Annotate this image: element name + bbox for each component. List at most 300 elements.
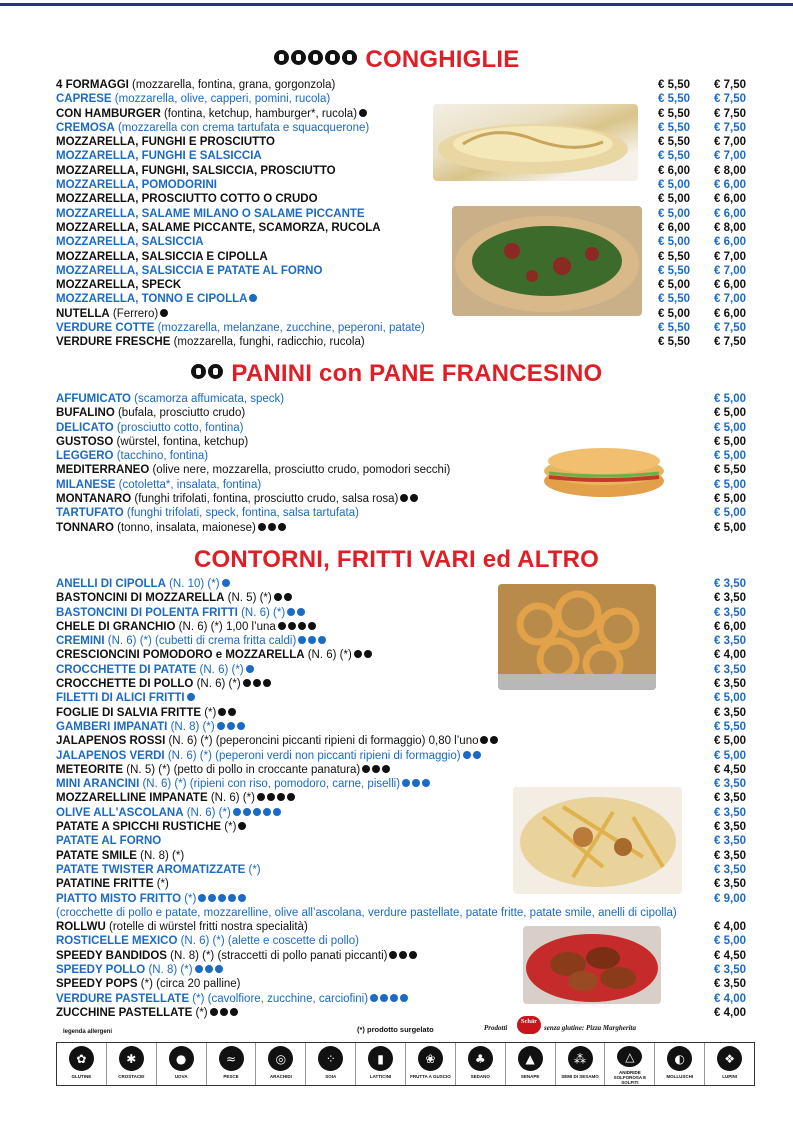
allergen-mark-icon [480, 736, 488, 744]
allergen-mark-icon [308, 636, 316, 644]
item-desc: (mozzarella, olive, capperi, pomini, rucola) [111, 93, 331, 106]
photo-rosticelle-art [523, 926, 661, 1004]
price-large: € 6,00 [714, 179, 746, 192]
allergen-mark-icon [364, 650, 372, 658]
price: € 5,00 [714, 450, 746, 463]
price-small: € 5,50 [658, 121, 690, 134]
allergen-label: ARACHIDI [269, 1074, 292, 1079]
price: € 3,50 [714, 806, 746, 819]
item-name: NUTELLA [56, 307, 110, 320]
item-desc: (mozzarella, fontina, grana, gorgonzola) [128, 79, 336, 91]
item-desc: (N. 6) (*) [183, 806, 231, 819]
item-desc: (N. 5) (*) (petto di pollo in croccante panatura) [123, 763, 361, 776]
photo-conghiglia-cheese-art [433, 104, 638, 181]
allergen-mark-icon [410, 494, 418, 502]
item-name: MOZZARELLA, POMODORINI [56, 179, 217, 192]
price: € 3,50 [714, 678, 746, 691]
item-desc: (N. 6) (*) [193, 678, 241, 691]
milk-icon: ▮ [368, 1046, 393, 1071]
mustard-icon: ▲ [518, 1046, 543, 1071]
schar-logo: Schär [517, 1016, 541, 1034]
price-small: € 5,00 [658, 307, 690, 320]
item-name: TARTUFATO [56, 507, 124, 520]
price-large: € 6,00 [714, 307, 746, 320]
allergen-mark-icon [284, 593, 292, 601]
item-desc: (N. 6) (*) [304, 649, 352, 662]
lupin-icon: ❖ [717, 1046, 742, 1071]
menu-item [56, 178, 746, 192]
item-desc: (mozzarella, funghi, radicchio, rucola) [170, 336, 365, 349]
price: € 5,00 [714, 493, 746, 506]
price-large: € 6,00 [714, 193, 746, 206]
allergen-icons-group [191, 360, 225, 387]
price-large: € 7,50 [714, 79, 746, 91]
allergen-mark-icon [273, 808, 281, 816]
item-desc: (N. 6) (*) (ripieni con riso, pomodoro, carne, piselli) [139, 778, 401, 791]
price-large: € 7,00 [714, 264, 746, 277]
celery-icon: ♣ [468, 1046, 493, 1071]
allergen-mark-icon [257, 793, 265, 801]
item-name: CROCCHETTE DI PATATE [56, 663, 197, 676]
price: € 5,00 [714, 935, 746, 948]
item-name: MOZZARELLA, FUNGHI, SALSICCIA, PROSCIUTTO [56, 164, 336, 177]
item-name: DELICATO [56, 421, 114, 434]
photo-panino-art [541, 437, 667, 501]
allergen-label: ANIDRIDE SOLFOROSA E SOLFITI [613, 1070, 647, 1085]
price-small: € 5,50 [658, 107, 690, 120]
allergen-frutta [406, 1043, 456, 1085]
price-small: € 5,50 [658, 250, 690, 263]
allergen-mark-icon [288, 622, 296, 630]
price: € 4,50 [714, 763, 746, 776]
menu-item [56, 1006, 746, 1020]
price: € 5,00 [714, 692, 746, 705]
item-name: MONTANARO [56, 493, 132, 506]
item-name: AFFUMICATO [56, 393, 131, 405]
item-name: ANELLI DI CIPOLLA [56, 578, 166, 590]
sulfite-icon: △ [617, 1046, 642, 1067]
allergen-mark-icon [298, 622, 306, 630]
price: € 3,50 [714, 835, 746, 848]
allergen-mark-icon [228, 708, 236, 716]
item-name: LEGGERO [56, 450, 114, 463]
allergen-label: SEMI DI SESAMO [561, 1074, 599, 1079]
price: € 4,00 [714, 1006, 746, 1019]
item-name: CHELE DI GRANCHIO [56, 620, 176, 633]
item-name: PATATINE FRITTE [56, 878, 154, 891]
price-large: € 7,50 [714, 93, 746, 106]
menu-item [56, 421, 746, 435]
allergen-mark-icon [246, 665, 254, 673]
price-large: € 7,50 [714, 322, 746, 335]
menu-item [56, 292, 746, 306]
photo-panino [541, 437, 667, 501]
price: € 3,50 [714, 863, 746, 876]
item-desc: (N. 6) (*) (cubetti di crema fritta caldi) [104, 635, 297, 648]
conghiglie-list [56, 78, 746, 350]
allergen-mark-icon [258, 523, 266, 531]
allergen-label: SENAPE [520, 1074, 540, 1079]
item-desc: (tacchino, fontina) [113, 450, 209, 463]
item-desc: (rotelle di würstel fritti nostra specialità) [105, 921, 308, 934]
photo-rosticelle [523, 926, 661, 1004]
price: € 6,00 [714, 620, 746, 633]
allergen-mark-icon [362, 765, 370, 773]
section-title-conghiglie [0, 46, 793, 74]
price: € 4,00 [714, 992, 746, 1005]
allergen-mark-icon [402, 779, 410, 787]
allergen-anidride [605, 1043, 655, 1085]
price: € 5,50 [714, 464, 746, 477]
item-desc: (funghi trifolati, fontina, prosciutto crudo, salsa rosa) [131, 493, 399, 506]
photo-conghiglia-rucola [452, 206, 642, 316]
allergen-mark-icon [422, 779, 430, 787]
item-name: MOZZARELLA, SALSICCIA [56, 236, 204, 249]
item-name: CAPRESE [56, 93, 112, 106]
menu-item [56, 192, 746, 206]
item-desc: (N. 8) (*) [145, 964, 193, 977]
item-name: MOZZARELLA, PROSCIUTTO COTTO O CRUDO [56, 193, 318, 206]
allergen-uova [157, 1043, 207, 1085]
item-name: ROSTICELLE MEXICO [56, 935, 178, 948]
menu-item [56, 392, 746, 406]
allergen-mark-icon [230, 1008, 238, 1016]
price-large: € 7,50 [714, 121, 746, 134]
price-small: € 5,50 [658, 79, 690, 91]
allergen-mark-icon [473, 751, 481, 759]
item-desc: (N. 10) (*) [165, 578, 220, 590]
allergen-mark-icon [278, 622, 286, 630]
item-name: PATATE TWISTER AROMATIZZATE [56, 863, 246, 876]
price-small: € 5,50 [658, 264, 690, 277]
allergen-mark-icon [297, 608, 305, 616]
item-desc: (würstel, fontina, ketchup) [113, 435, 249, 448]
menu-item [56, 235, 746, 249]
dairy-icon [208, 364, 223, 379]
price: € 3,50 [714, 778, 746, 791]
price: € 3,50 [714, 635, 746, 648]
price: € 5,00 [714, 478, 746, 491]
item-name: OLIVE ALL'ASCOLANA [56, 806, 184, 819]
item-name: CREMINI [56, 635, 105, 648]
allergen-mark-icon [274, 593, 282, 601]
item-desc: (N. 6) (*) (peperoncini piccanti ripieni di formaggio) 0,80 l’uno [165, 735, 479, 748]
price-large: € 6,00 [714, 236, 746, 249]
allergen-mark-icon [253, 808, 261, 816]
allergen-label: CROSTACEI [118, 1074, 145, 1079]
item-name: GUSTOSO [56, 435, 114, 448]
item-name: MOZZARELLA, SPECK [56, 279, 182, 292]
price: € 3,50 [714, 606, 746, 619]
allergen-mark-icon [218, 894, 226, 902]
item-desc: (olive nere, mozzarella, prosciutto crudo, pomodori secchi) [149, 464, 451, 477]
allergen-mark-icon [228, 894, 236, 902]
item-name: GAMBERI IMPANATI [56, 720, 168, 733]
photo-anelli-cipolla-art [498, 584, 656, 690]
menu-item [56, 406, 746, 420]
item-desc: (mozzarella, melanzane, zucchine, peperoni, patate) [154, 322, 425, 335]
menu-item [56, 207, 746, 221]
item-name: MINI ARANCINI [56, 778, 140, 791]
price-large: € 7,50 [714, 336, 746, 349]
allergen-soia [306, 1043, 356, 1085]
price-small: € 5,00 [658, 179, 690, 192]
price-small: € 5,50 [658, 93, 690, 106]
allergen-label: SOIA [325, 1074, 337, 1079]
price: € 5,00 [714, 507, 746, 520]
item-name: METEORITE [56, 763, 124, 776]
allergen-mark-icon [278, 523, 286, 531]
crab-icon: ✱ [119, 1046, 144, 1071]
price: € 3,50 [714, 821, 746, 834]
item-desc: (prosciutto cotto, fontina) [113, 421, 244, 434]
item-name: SPEEDY POLLO [56, 964, 146, 977]
allergen-mark-icon [238, 894, 246, 902]
menu-item [56, 221, 746, 235]
price: € 3,50 [714, 849, 746, 862]
item-desc: (N. 6) (*) [196, 663, 244, 676]
item-desc: (N. 6) (*) (peperoni verdi non piccanti ripieni di formaggio) [164, 749, 461, 762]
item-desc: (fontina, ketchup, hamburger*, rucola) [160, 107, 358, 120]
sesame-icon: ⁂ [568, 1046, 593, 1071]
item-name: BASTONCINI DI MOZZARELLA [56, 592, 225, 605]
allergen-mark-icon [359, 109, 367, 117]
allergen-icons-group [274, 46, 359, 73]
allergen-mark-icon [217, 722, 225, 730]
item-name: PATATE SMILE [56, 849, 137, 862]
item-name: MEDITERRANEO [56, 464, 150, 477]
price: € 3,50 [714, 878, 746, 891]
item-name: CROCCHETTE DI POLLO [56, 678, 194, 691]
item-name: BUFALINO [56, 407, 115, 420]
price-large: € 7,00 [714, 150, 746, 163]
allergen-pesce [207, 1043, 257, 1085]
price-small: € 5,50 [658, 322, 690, 335]
legend-label: legenda allergeni [63, 1029, 113, 1035]
soy-icon [308, 50, 323, 65]
price: € 5,00 [714, 735, 746, 748]
allergen-mark-icon [268, 523, 276, 531]
price-large: € 7,00 [714, 250, 746, 263]
allergen-lupini [705, 1043, 754, 1085]
allergen-mark-icon [318, 636, 326, 644]
item-desc: (*) [192, 1006, 208, 1019]
price: € 3,50 [714, 792, 746, 805]
item-name: PIATTO MISTO FRITTO [56, 892, 182, 905]
allergen-mark-icon [463, 751, 471, 759]
item-name: MILANESE [56, 478, 116, 491]
item-desc: (N. 8) (*) [167, 720, 215, 733]
egg-icon [291, 50, 306, 65]
allergen-mark-icon [233, 808, 241, 816]
price-large: € 6,00 [714, 207, 746, 220]
menu-item [56, 691, 746, 705]
item-desc: (scamorza affumicata, speck) [130, 393, 285, 405]
price: € 5,00 [714, 421, 746, 434]
item-desc: (*) (circa 20 palline) [137, 978, 241, 991]
item-name: VERDURE PASTELLATE [56, 992, 190, 1005]
price-small: € 5,00 [658, 207, 690, 220]
allergen-mark-icon [390, 994, 398, 1002]
price: € 3,50 [714, 978, 746, 991]
allergen-mark-icon [400, 494, 408, 502]
item-desc: (cotoletta*, insalata, fontina) [115, 478, 262, 491]
allergen-mark-icon [389, 951, 397, 959]
item-desc: (N. 5) (*) [224, 592, 272, 605]
fish-icon: ≈ [219, 1046, 244, 1071]
price: € 5,00 [714, 435, 746, 448]
gluten-free-note: senza glutine: Pizza Margherita [544, 1024, 636, 1032]
item-name: CREMOSA [56, 121, 115, 134]
soy-icon: ⁘ [318, 1046, 343, 1071]
item-name: FILETTI DI ALICI FRITTI [56, 692, 185, 705]
item-desc: (bufala, prosciutto crudo) [114, 407, 246, 420]
item-desc: (tonno, insalata, maionese) [113, 521, 256, 534]
price-large: € 7,00 [714, 136, 746, 149]
item-name: MOZZARELLINE IMPANATE [56, 792, 208, 805]
item-desc: (*) [221, 821, 237, 834]
allergen-mark-icon [399, 951, 407, 959]
item-desc: (N. 6) (*) 1,00 l’una [175, 620, 276, 633]
item-name: MOZZARELLA, SALSICCIA E CIPOLLA [56, 250, 268, 263]
menu-item [56, 749, 746, 763]
allergen-mark-icon [263, 808, 271, 816]
price: € 3,50 [714, 706, 746, 719]
gluten-icon [191, 364, 206, 379]
menu-item [56, 264, 746, 278]
allergen-arachidi [256, 1043, 306, 1085]
price-small: € 5,50 [658, 293, 690, 306]
item-name: TONNARO [56, 521, 114, 534]
photo-fritto-misto-art [513, 787, 682, 894]
allergen-mark-icon [195, 965, 203, 973]
price-small: € 5,00 [658, 279, 690, 292]
allergen-mark-icon [253, 679, 261, 687]
allergen-mark-icon [160, 309, 168, 317]
allergen-semi [556, 1043, 606, 1085]
peanut-icon: ◎ [268, 1046, 293, 1071]
price: € 4,00 [714, 921, 746, 934]
menu-item [56, 335, 746, 349]
item-name: CRESCIONCINI POMODORO e MOZZARELLA [56, 649, 305, 662]
item-desc: (*) (cavolfiore, zucchine, carciofini) [189, 992, 369, 1005]
allergen-label: FRUTTA A GUSCIO [410, 1074, 451, 1079]
price-small: € 5,00 [658, 236, 690, 249]
item-name: MOZZARELLA, SALAME MILANO O SALAME PICCANTE [56, 207, 365, 220]
item-name: CON HAMBURGER [56, 107, 161, 120]
allergen-mark-icon [409, 951, 417, 959]
price: € 5,00 [714, 749, 746, 762]
item-desc: (*) [245, 863, 261, 876]
menu-item [56, 78, 746, 92]
price-small: € 5,50 [658, 150, 690, 163]
allergen-mark-icon [380, 994, 388, 1002]
section-title-panini [0, 360, 793, 388]
allergen-mark-icon [354, 650, 362, 658]
item-desc: (*) [181, 892, 197, 905]
item-desc: (N. 8) (*) (straccetti di pollo panati piccanti) [166, 949, 388, 962]
price: € 3,50 [714, 964, 746, 977]
item-name: PATATE AL FORNO [56, 835, 162, 848]
dairy-icon [325, 50, 340, 65]
item-name: VERDURE COTTE [56, 322, 155, 335]
allergen-label: LATTICINI [369, 1074, 392, 1079]
allergen-mark-icon [210, 1008, 218, 1016]
price: € 3,50 [714, 578, 746, 590]
item-name: MOZZARELLA, SALSICCIA E PATATE AL FORNO [56, 264, 323, 277]
photo-fritto-misto [513, 787, 682, 894]
allergen-mark-icon [287, 793, 295, 801]
photo-conghiglia-rucola-art [452, 206, 642, 316]
allergen-crostacei [107, 1043, 157, 1085]
item-desc: (crocchette di pollo e patate, mozzarelline, olive all’ascolana, verdure pastellate, patate fritte, patate smile, anelli di cipolla) [56, 906, 677, 919]
allergen-mark-icon [490, 736, 498, 744]
item-name: 4 FORMAGGI [56, 79, 129, 91]
price: € 4,50 [714, 949, 746, 962]
allergen-mark-icon [237, 722, 245, 730]
price-small: € 6,00 [658, 164, 690, 177]
allergen-label: SEDANO [470, 1074, 490, 1079]
price-large: € 8,00 [714, 221, 746, 234]
allergen-senape [506, 1043, 556, 1085]
allergen-mark-icon [287, 608, 295, 616]
price: € 5,00 [714, 407, 746, 420]
item-name: SPEEDY POPS [56, 978, 138, 991]
allergen-mark-icon [198, 894, 206, 902]
menu-item [56, 321, 746, 335]
price: € 5,50 [714, 720, 746, 733]
allergen-mark-icon [205, 965, 213, 973]
frozen-note: (*) prodotto surgelato [357, 1025, 434, 1034]
price: € 5,00 [714, 521, 746, 534]
price: € 5,00 [714, 393, 746, 405]
allergen-mark-icon [243, 679, 251, 687]
item-name: MOZZARELLA, TONNO E CIPOLLA [56, 293, 248, 306]
item-desc: (*) [201, 706, 217, 719]
allergen-mark-icon [372, 765, 380, 773]
menu-item [56, 121, 746, 135]
menu-item [56, 92, 746, 106]
allergen-latticini [356, 1043, 406, 1085]
item-name: ROLLWU [56, 921, 106, 934]
allergen-mark-icon [220, 1008, 228, 1016]
menu-item [56, 906, 746, 920]
allergen-mark-icon [227, 722, 235, 730]
menu-item [56, 278, 746, 292]
allergen-mark-icon [222, 579, 230, 587]
item-name: SPEEDY BANDIDOS [56, 949, 167, 962]
item-desc: (mozzarella con crema tartufata e squacquerone) [114, 121, 370, 134]
item-name: ZUCCHINE PASTELLATE [56, 1006, 193, 1019]
allergen-molluschi [655, 1043, 705, 1085]
menu-item [56, 734, 746, 748]
allergen-mark-icon [238, 822, 246, 830]
allergen-mark-icon [308, 622, 316, 630]
allergen-label: LUPINI [722, 1074, 737, 1079]
menu-item [56, 506, 746, 520]
item-name: FOGLIE DI SALVIA FRITTE [56, 706, 202, 719]
price-large: € 7,00 [714, 293, 746, 306]
item-name: JALAPENOS VERDI [56, 749, 165, 762]
allergen-mark-icon [249, 294, 257, 302]
nut-icon: ❀ [418, 1046, 443, 1071]
item-name: BASTONCINI DI POLENTA FRITTI [56, 606, 238, 619]
photo-anelli-cipolla [498, 584, 656, 690]
allergen-mark-icon [277, 793, 285, 801]
price: € 3,50 [714, 663, 746, 676]
allergen-mark-icon [263, 679, 271, 687]
allergen-mark-icon [243, 808, 251, 816]
